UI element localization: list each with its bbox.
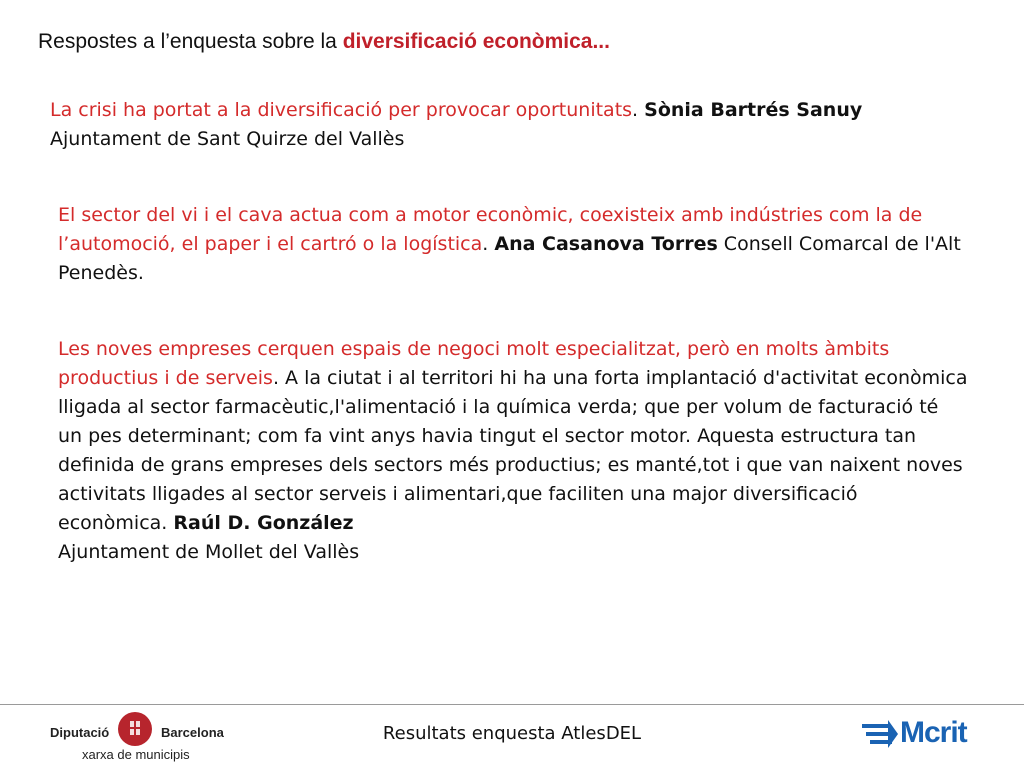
quote-author: Ana Casanova Torres — [494, 233, 718, 255]
logo-word-barcelona: Barcelona — [161, 725, 224, 740]
mcrit-logo — [860, 716, 980, 752]
slide-title — [38, 30, 610, 54]
quote-separator: . — [632, 99, 645, 121]
logo-subtitle: xarxa de municipis — [82, 747, 190, 762]
quote-author: Sònia Bartrés Sanuy — [644, 99, 863, 121]
quote-affiliation: Ajuntament de Sant Quirze del Vallès — [50, 128, 405, 150]
quote-affiliation: Consell Comarcal de l'Alt Penedès. — [58, 233, 961, 284]
quote-author: Raúl D. González — [173, 512, 354, 534]
quote-separator: . — [482, 233, 495, 255]
mcrit-arrows-icon — [860, 718, 900, 754]
quote-block — [58, 201, 968, 288]
footer-divider — [0, 704, 1024, 705]
footer-title: Resultats enquesta AtlesDEL — [382, 723, 642, 744]
quote-affiliation: Ajuntament de Mollet del Vallès — [58, 541, 360, 563]
quote-body: . A la ciutat i al territori hi ha una forta implantació d'activitat econòmica lligada al sector farmacèutic,l'alimentació i la química verda; que per volum de facturació té un pes determinant; com fa vint anys havia tingut el sector motor. Aquesta estructura tan definida de grans empreses dels sectors més productius; es manté,tot i que van naixent noves activitats lligades al sector serveis i alimentari,que faciliten una major diversificació econòmica. — [58, 367, 968, 534]
mcrit-wordmark: Mcrit — [900, 716, 967, 749]
quote-block — [50, 96, 970, 154]
logo-word-diputacio: Diputació — [50, 725, 110, 740]
title-highlight: diversificació econòmica... — [342, 30, 610, 53]
quote-text: El sector del vi i el cava actua com a motor econòmic, coexisteix amb indústries com la de l’automoció, el paper i el cartró o la logística — [58, 204, 923, 255]
title-prefix: Respostes a l’enquesta sobre la — [38, 30, 343, 53]
quote-text: La crisi ha portat a la diversificació per provocar oportunitats — [50, 99, 633, 121]
quote-block — [58, 335, 968, 567]
quote-text: Les noves empreses cerquen espais de negoci molt especialitzat, però en molts àmbits productius i de serveis — [58, 338, 890, 389]
